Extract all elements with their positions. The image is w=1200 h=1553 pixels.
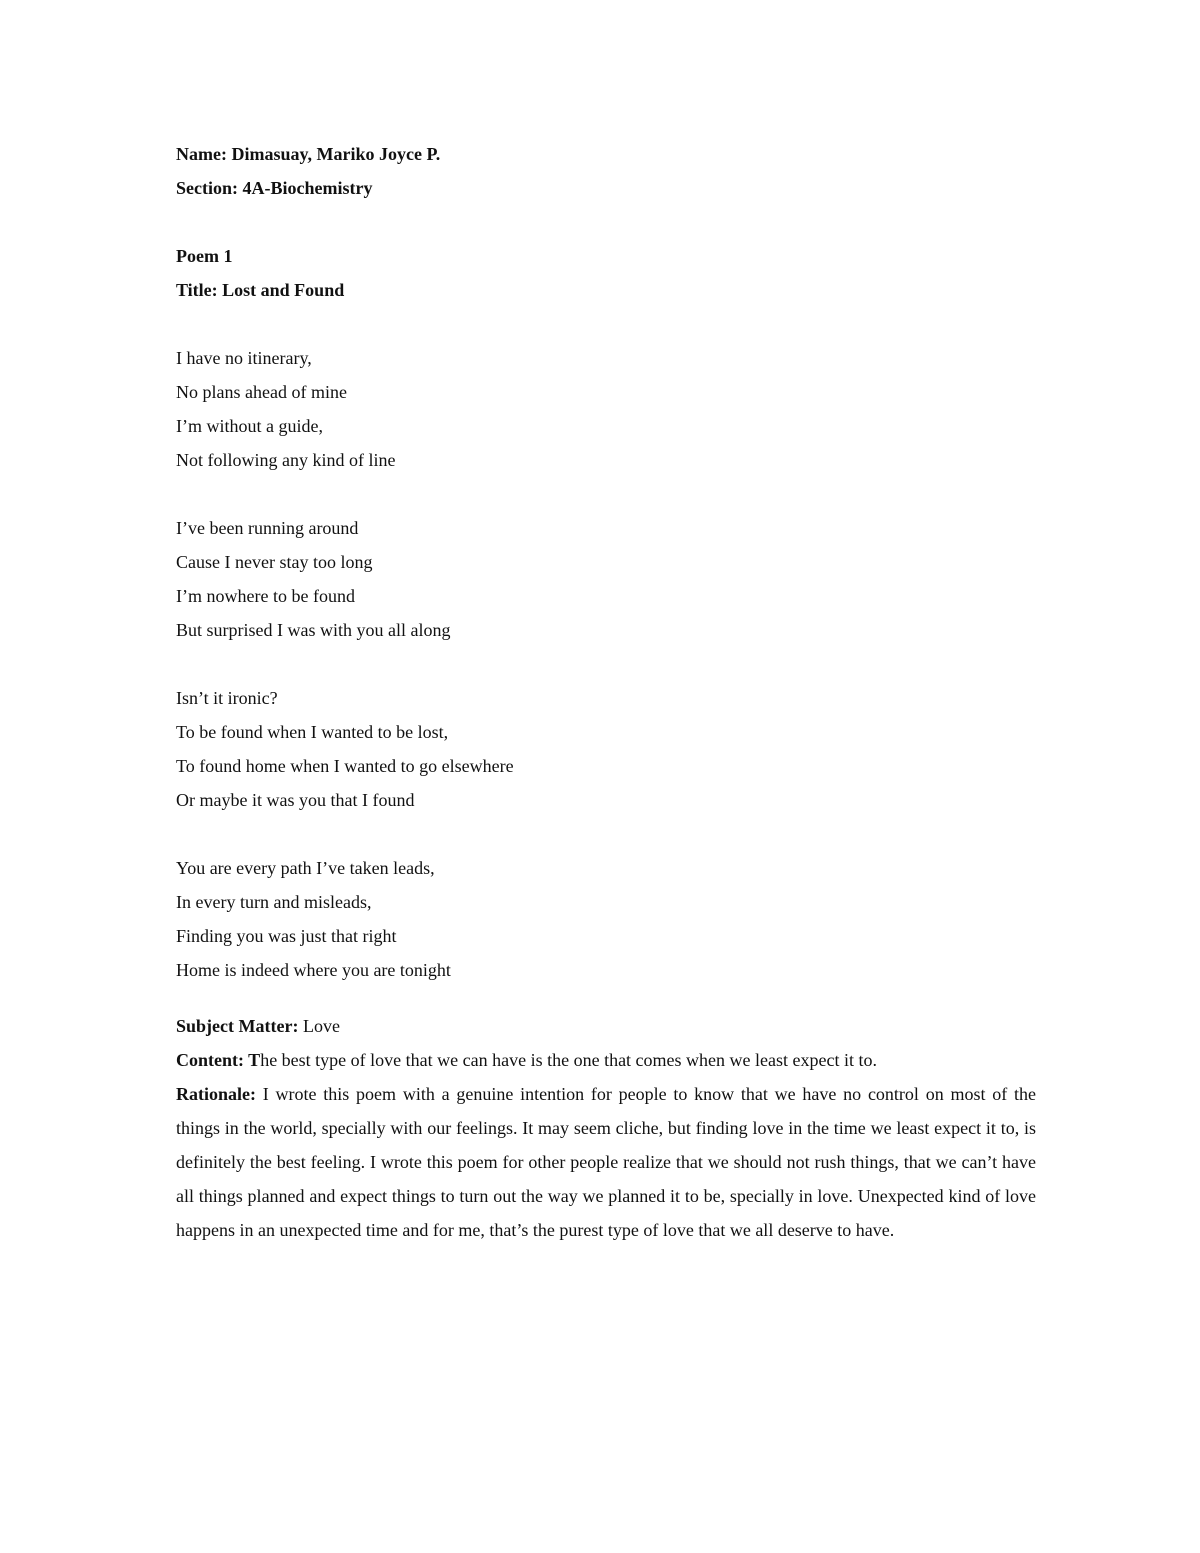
spacer xyxy=(176,987,1036,1009)
poem-line: Not following any kind of line xyxy=(176,450,396,470)
rationale-label: Rationale: xyxy=(176,1084,256,1104)
poem-line: I’m without a guide, xyxy=(176,416,323,436)
poem-line: I’m nowhere to be found xyxy=(176,586,355,606)
poem-line: Finding you was just that right xyxy=(176,926,397,946)
poem-line: Home is indeed where you are tonight xyxy=(176,960,451,980)
poem-line: To be found when I wanted to be lost, xyxy=(176,722,449,742)
rationale-value: I wrote this poem with a genuine intention for people to know that we have no control on most of the things in the world, specially with our feelings. It may seem cliche, but finding love in the time we least expect it to, is definitely the best feeling. I wrote this poem for other people realize that we should not rush things, that we can’t have all things planned and expect things to turn out the way we planned it to be, specially in love. Unexpected kind of love happens in an unexpected time and for me, that’s the purest type of love that we all deserve to have. xyxy=(176,1084,1036,1240)
poem-line: I’ve been running around xyxy=(176,518,359,538)
content-label: Content: T xyxy=(176,1050,261,1070)
student-name: Name: Dimasuay, Mariko Joyce P. xyxy=(176,144,441,164)
poem-line: To found home when I wanted to go elsewhere xyxy=(176,756,514,776)
subject-matter xyxy=(176,1009,1036,1043)
poem-title: Title: Lost and Found xyxy=(176,280,345,300)
content-statement xyxy=(176,1043,1036,1077)
poem-line: I have no itinerary, xyxy=(176,348,312,368)
poem-stanza-3 xyxy=(176,681,1036,817)
subject-matter-label: Subject Matter: xyxy=(176,1016,299,1036)
poem-stanza-1 xyxy=(176,341,1036,477)
spacer xyxy=(176,647,1036,681)
poem-line: You are every path I’ve taken leads, xyxy=(176,858,435,878)
poem-line: Or maybe it was you that I found xyxy=(176,790,415,810)
poem-line: In every turn and misleads, xyxy=(176,892,372,912)
spacer xyxy=(176,817,1036,851)
poem-line: Cause I never stay too long xyxy=(176,552,373,572)
poem-line: Isn’t it ironic? xyxy=(176,688,278,708)
spacer xyxy=(176,477,1036,511)
poem-line: No plans ahead of mine xyxy=(176,382,347,402)
subject-matter-value: Love xyxy=(298,1016,340,1036)
poem-stanza-2 xyxy=(176,511,1036,647)
poem-line: But surprised I was with you all along xyxy=(176,620,451,640)
spacer xyxy=(176,205,1036,239)
rationale-paragraph xyxy=(176,1077,1036,1247)
document-content xyxy=(176,137,1036,1247)
student-section: Section: 4A-Biochemistry xyxy=(176,178,373,198)
content-value: he best type of love that we can have is the one that comes when we least expect it to. xyxy=(260,1050,877,1070)
spacer xyxy=(176,307,1036,341)
poem-number: Poem 1 xyxy=(176,246,233,266)
poem-stanza-4 xyxy=(176,851,1036,987)
